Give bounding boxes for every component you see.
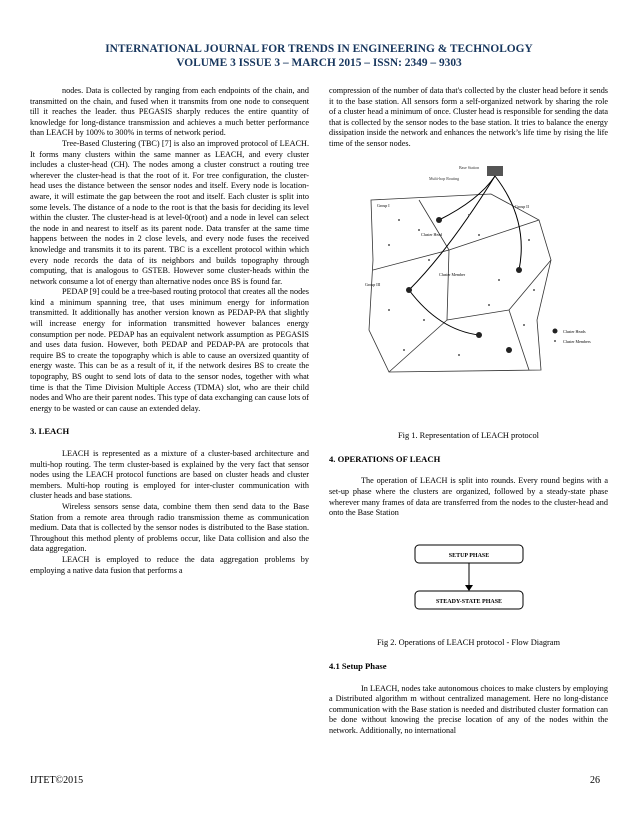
paragraph: compression of the number of data that's collected by the cluster head before it sends it to the base station. All sensors form a self-organized network by sharing the role of a cluster head a minimum of once. Cluster head is responsible for sending the data that is collected by the sensor nodes to the base station. It tries to balance the energy dissipation inside the network and enhances the network’s life time by rising the life time of the sensor nodes. [329, 86, 608, 148]
cluster-head-node [476, 332, 482, 338]
group-label: Group II [515, 203, 529, 209]
paragraph: In LEACH, nodes take autonomous choices to make clusters by employing a Distributed algorithm m without centralized management. Here no long-distance communication with the Base station is needed and distributed cluster formation can be done without knowing the precise location of any of the nodes within the network. Additionally, no international [329, 683, 608, 735]
subsection-heading-setup: 4.1 Setup Phase [329, 660, 387, 671]
group-label: Group III [365, 281, 381, 287]
cluster-head-node [516, 267, 522, 273]
cluster-head-label: Cluster Head [421, 231, 442, 237]
steady-state-label: STEADY-STATE PHASE [435, 598, 503, 605]
cluster-head-node [506, 347, 512, 353]
legend-heads: Cluster Heads [563, 328, 586, 334]
multihop-label: Multi-hop Routing [429, 175, 460, 181]
legend-members: Cluster Members [563, 338, 591, 344]
section-heading-operations: 4. OPERATIONS OF LEACH [329, 453, 441, 464]
paragraph: PEDAP [9] could be a tree-based routing protocol that creates all the nodes kind a minimum spanning tree, that uses minimum energy for information transmitted. It additionally has another version known as PEDAP-PA that slightly will increase energy for information transmitted however balances energy consumption per node. PEDAP has an equivalent network assumption as PEGASIS and uses data fusion. However, both PEDAP and PEDAP-PA are protocols that require BS to create the topography which is able to cause an oversized quantity of energy waste. This can be as a result of it, if the network desires BS to create the topography, BS ought to send lots of data to the sensor nodes, together with what time is that the Time Division Multiple Access (TDMA) slot, who are their child nodes and Who are their parent nodes. This type of data exchanging can cause lots of energy to be wasted or can cause an extended delay. [30, 287, 309, 413]
network-boundary [369, 194, 551, 372]
paragraph: The operation of LEACH is split into rounds. Every round begins with a set-up phase where the clusters are organized, followed by a steady-state phase wherever many frames of data are transferred from the nodes to the cluster-head and onto the Base Station [329, 476, 608, 518]
header-title: INTERNATIONAL JOURNAL FOR TRENDS IN ENGINEERING & TECHNOLOGY [105, 43, 533, 55]
paragraph: LEACH is employed to reduce the data aggregation problems by employing a native data fusion that performs a [30, 554, 309, 575]
paragraph: Tree-Based Clustering (TBC) [7] is also an improved protocol of LEACH. It forms many clusters within the same manner as LEACH, and every cluster includes a cluster-head (CH). The nodes among a cluster construct a routing tree wherever the cluster-head is that the root of it. For tree configuration, the cluster-head uses the distance between the sensor nodes and itself. Every node is location-aware, it will estimate the gap between the root and itself. Each cluster is split into some levels. The distance of a node to the root is that the basis for deciding its level within the cluster. The cluster-head is at level-0(root) and a node in level can select the node in and nearest to itself as its parent node. Data transfer at the same time happens between the nodes in 2 close levels, and every node fuses the received knowledge and transmits it to its parent. TBC is a excellent protocol within which every node records the data of its neighbors and builds topography through computing, that is analogous to GSTEB. However some cluster-heads within the network consume a lot of energy than alternative nodes once BS is found far. [30, 138, 309, 286]
section-heading-leach: 3. LEACH [30, 426, 70, 437]
journal-header [0, 42, 638, 70]
cluster-head-node [406, 287, 412, 293]
left-column [30, 86, 309, 576]
group-label: Group I [377, 202, 390, 208]
flow-diagram [329, 535, 608, 625]
footer-copyright: IJTET©2015 [30, 775, 84, 786]
page-number: 26 [590, 775, 600, 786]
figure-caption: Fig 2. Operations of LEACH protocol - Flow Diagram [376, 638, 561, 648]
leach-figure [329, 160, 608, 382]
base-station-icon [487, 166, 503, 176]
base-station-label: Base Station [459, 164, 480, 170]
paragraph: Wireless sensors sense data, combine them then send data to the Base Station from a remote area through radio transmission theme as communication medium. Data that is collected by the sensor nodes is distributed to the Base station. Throughout this method plenty of problems occur, like Data collision and also the data aggregation. [30, 501, 309, 554]
cluster-member-label: Cluster Member [439, 271, 466, 277]
cluster-member-nodes [388, 214, 535, 356]
cluster-head-node [436, 217, 442, 223]
right-column [329, 86, 608, 736]
header-volume: VOLUME 3 ISSUE 3 – MARCH 2015 – ISSN: 2349 – 9303 [176, 57, 462, 69]
figure-caption: Fig 1. Representation of LEACH protocol [398, 431, 539, 441]
paragraph: LEACH is represented as a mixture of a cluster-based architecture and multi-hop routing. The term cluster-based is explained by the very fact that sensor nodes using the LEACH protocol functions are based on cluster heads and cluster members. Multi-hop routing is employed for inter-cluster communication with cluster heads and base stations. [30, 449, 309, 501]
setup-phase-label: SETUP PHASE [448, 552, 490, 559]
paragraph: nodes. Data is collected by ranging from each endpoints of the chain, and transmitted on the chain, and fused when it transmits from one node to consequent till it reaches the leader. thus PEGASIS sharply reduces the entire quantity of knowledge for long-distance transmission and achieves a much better performance than LEACH by 100% to 300% in terms of network period. [30, 86, 309, 138]
